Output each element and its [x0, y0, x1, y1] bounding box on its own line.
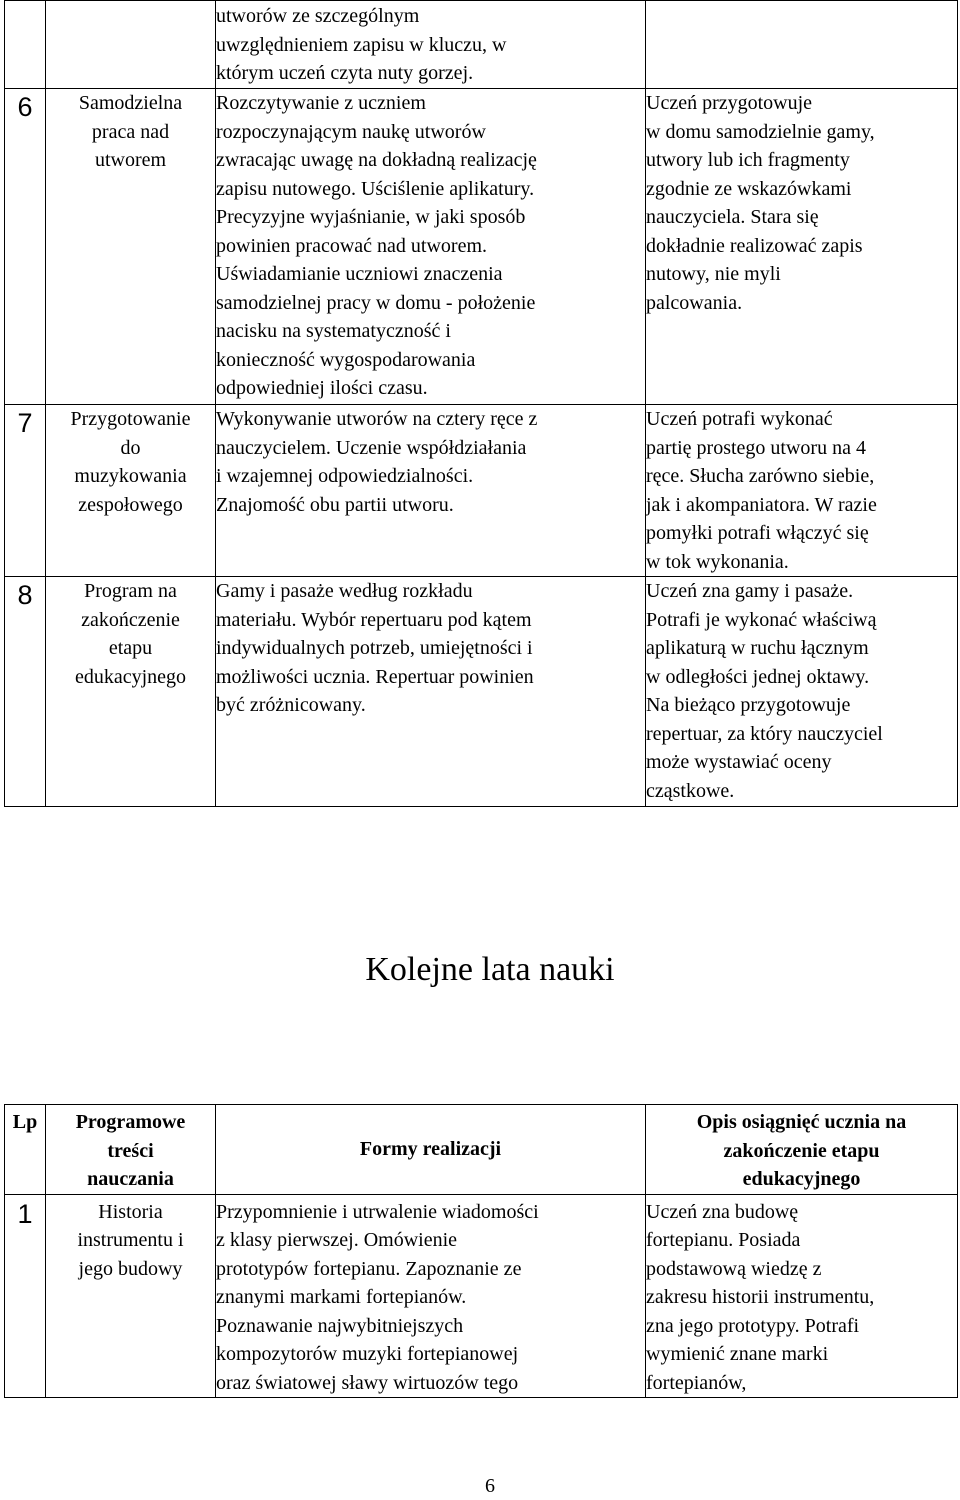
- table-row: [5, 405, 958, 577]
- curriculum-table-next-years: [4, 1104, 958, 1398]
- forms-cell: Przypomnienie i utrwalenie wiadomości z klasy pierwszej. Omówienie prototypów fortepianu. Zapoznanie ze znanymi markami fortepianów. Poznawanie najwybitniejszych kompozytorów muzyki fortepianowej oraz światowej sławy wirtuozów tego: [216, 1194, 646, 1398]
- header-program: Programowe treści nauczania: [46, 1105, 216, 1195]
- outcome-cell: Uczeń zna gamy i pasaże. Potrafi je wykonać właściwą aplikaturą w ruchu łącznym w odległości jednej oktawy. Na bieżąco przygotowuje repertuar, za który nauczyciel może wystawiać oceny cząstkowe.: [646, 577, 958, 807]
- program-cell: Historia instrumentu i jego budowy: [46, 1194, 216, 1398]
- outcome-cell: Uczeń potrafi wykonać partię prostego utworu na 4 ręce. Słucha zarówno siebie, jak i akompaniatora. W razie pomyłki potrafi włączyć się w tok wykonania.: [646, 405, 958, 577]
- lp-cell: 6: [5, 89, 46, 405]
- outcome-cell: Uczeń przygotowuje w domu samodzielnie gamy, utwory lub ich fragmenty zgodnie ze wskazówkami nauczyciela. Stara się dokładnie realizować zapis nutowy, nie myli palcowania.: [646, 89, 958, 405]
- program-cell: [46, 1, 216, 89]
- table-row: [5, 89, 958, 405]
- header-outcome: Opis osiągnięć ucznia na zakończenie etapu edukacyjnego: [646, 1105, 958, 1195]
- forms-cell: utworów ze szczególnym uwzględnieniem zapisu w kluczu, w którym uczeń czyta nuty gorzej.: [216, 1, 646, 89]
- forms-cell: Rozczytywanie z uczniem rozpoczynającym naukę utworów zwracając uwagę na dokładną realizację zapisu nutowego. Uściślenie aplikatury. Precyzyjne wyjaśnianie, w jaki sposób powinien pracować nad utworem. Uświadamianie uczniowi znaczenia samodzielnej pracy w domu - położenie nacisku na systematyczność i konieczność wygospodarowania odpowiedniej ilości czasu.: [216, 89, 646, 405]
- page-number: 6: [485, 1475, 495, 1497]
- header-lp: Lp: [5, 1105, 46, 1195]
- table-row: [5, 1194, 958, 1398]
- section-title: Kolejne lata nauki: [365, 951, 615, 988]
- forms-cell: Wykonywanie utworów na cztery ręce z nauczycielem. Uczenie współdziałania i wzajemnej odpowiedzialności. Znajomość obu partii utworu.: [216, 405, 646, 577]
- table-row: [5, 577, 958, 807]
- curriculum-table: [4, 0, 958, 807]
- lp-cell: [5, 1, 46, 89]
- forms-cell: Gamy i pasaże według rozkładu materiału. Wybór repertuaru pod kątem indywidualnych potrzeb, umiejętności i możliwości ucznia. Repertuar powinien być zróżnicowany.: [216, 577, 646, 807]
- lp-cell: 1: [5, 1194, 46, 1398]
- lp-cell: 7: [5, 405, 46, 577]
- program-cell: Program na zakończenie etapu edukacyjnego: [46, 577, 216, 807]
- lp-cell: 8: [5, 577, 46, 807]
- program-cell: Przygotowanie do muzykowania zespołowego: [46, 405, 216, 577]
- header-forms: Formy realizacji: [216, 1105, 646, 1195]
- table-header-row: [5, 1105, 958, 1195]
- table-row: [5, 1, 958, 89]
- outcome-cell: Uczeń zna budowę fortepianu. Posiada podstawową wiedzę z zakresu historii instrumentu, zna jego prototypy. Potrafi wymienić znane marki fortepianów,: [646, 1194, 958, 1398]
- outcome-cell: [646, 1, 958, 89]
- program-cell: Samodzielna praca nad utworem: [46, 89, 216, 405]
